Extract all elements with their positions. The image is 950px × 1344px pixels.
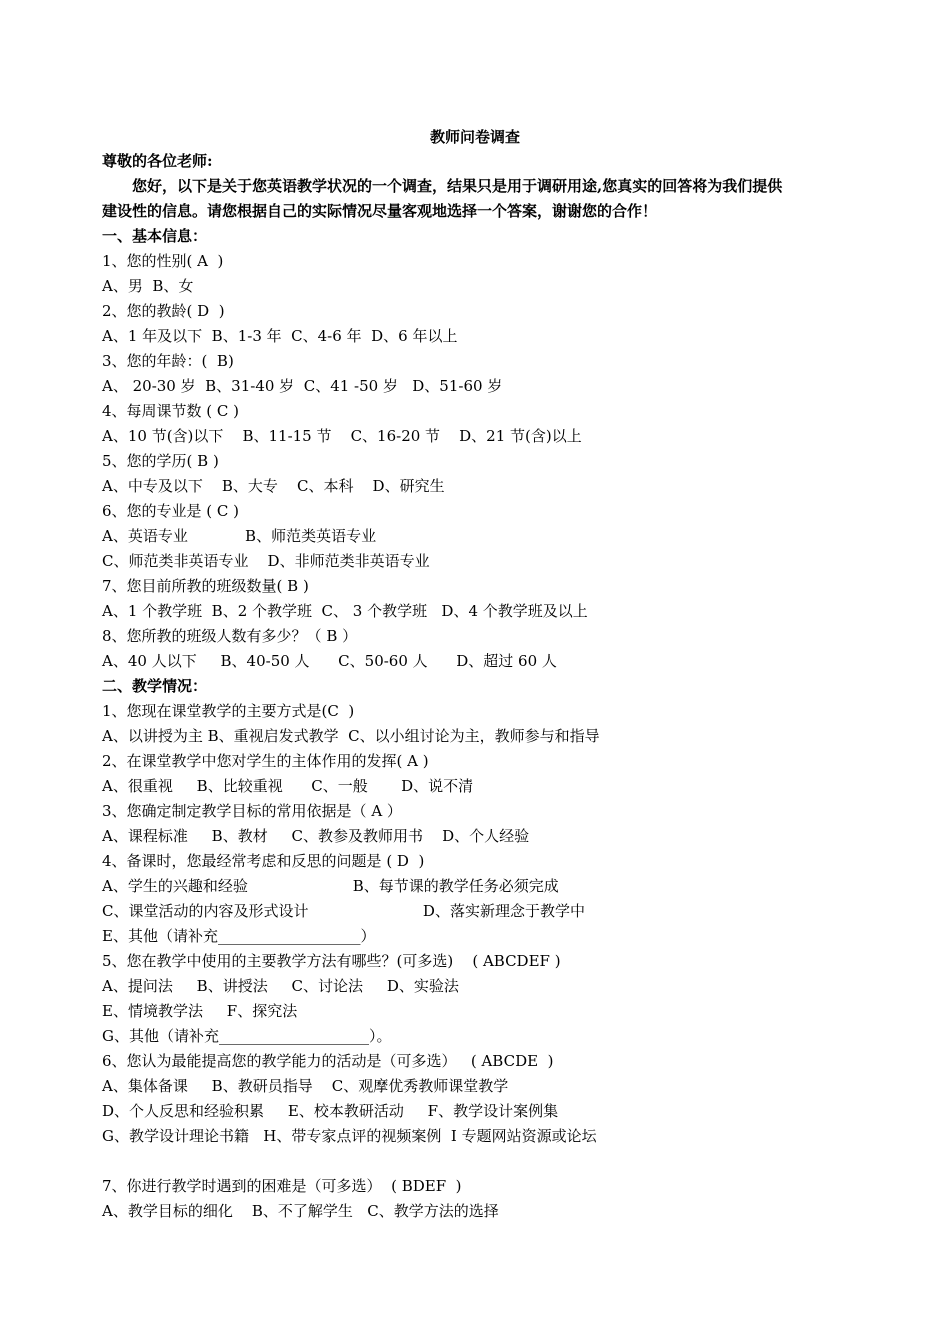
question-gender: 1、您的性别( A ): [102, 252, 224, 270]
options-lesson-prep-2: C、课堂活动的内容及形式设计 D、落实新理念于教学中: [102, 902, 585, 920]
options-age: A、 20-30 岁 B、31-40 岁 C、41 -50 岁 D、51-60 岁: [102, 377, 503, 395]
section-heading-basic-info: 一、基本信息：: [102, 227, 208, 245]
page-title: 教师问卷调查: [429, 128, 520, 146]
question-goal-basis: 3、您确定制定教学目标的常用依据是（ A ）: [102, 802, 402, 820]
question-class-count: 7、您目前所教的班级数量( B ): [102, 577, 309, 595]
question-education: 5、您的学历( B ): [102, 452, 219, 470]
question-student-role: 2、在课堂教学中您对学生的主体作用的发挥( A ): [102, 752, 429, 770]
options-class-count: A、1 个教学班 B、2 个教学班 C、 3 个教学班 D、4 个教学班及以上: [102, 602, 588, 620]
options-difficulties: A、教学目标的细化 B、不了解学生 C、教学方法的选择: [102, 1202, 499, 1220]
options-lesson-prep-1: A、学生的兴趣和经验 B、每节课的教学任务必须完成: [102, 877, 559, 895]
options-ability-activities-3: G、教学设计理论书籍 H、带专家点评的视频案例 I 专题网站资源或论坛: [102, 1127, 597, 1145]
question-lesson-prep: 4、备课时，您最经常考虑和反思的问题是 ( D ): [102, 852, 425, 870]
question-ability-activities: 6、您认为最能提高您的教学能力的活动是（可多选） ( ABCDE ): [102, 1052, 554, 1070]
intro-paragraph-line-2: 建设性的信息。请您根据自己的实际情况尽量客观地选择一个答案，谢谢您的合作！: [102, 202, 658, 220]
question-methods-used: 5、您在教学中使用的主要教学方法有哪些？(可多选) ( ABCDEF ): [102, 952, 561, 970]
options-methods-used-2: E、情境教学法 F、探究法: [102, 1002, 298, 1020]
question-difficulties: 7、你进行教学时遇到的困难是（可多选） ( BDEF ): [102, 1177, 462, 1195]
options-major-1: A、英语专业 B、师范类英语专业: [102, 527, 377, 545]
options-student-role: A、很重视 B、比较重视 C、一般 D、说不清: [102, 777, 474, 795]
question-teaching-method: 1、您现在课堂教学的主要方式是(C ): [102, 702, 355, 720]
options-teaching-method: A、以讲授为主 B、重视启发式教学 C、以小组讨论为主，教师参与和指导: [102, 727, 600, 745]
options-methods-used-1: A、提问法 B、讲授法 C、讨论法 D、实验法: [102, 977, 459, 995]
options-ability-activities-2: D、个人反思和经验积累 E、校本教研活动 F、教学设计案例集: [102, 1102, 559, 1120]
question-age: 3、您的年龄：( B): [102, 352, 234, 370]
intro-paragraph-line-1: 您好，以下是关于您英语教学状况的一个调查，结果只是用于调研用途,您真实的回答将为我们提供: [132, 177, 783, 195]
greeting: 尊敬的各位老师:: [102, 152, 213, 170]
options-education: A、中专及以下 B、大专 C、本科 D、研究生: [102, 477, 445, 495]
question-weekly-classes: 4、每周课节数 ( C ): [102, 402, 240, 420]
options-lesson-prep-other: E、其他（请补充___________________）: [102, 927, 376, 945]
options-gender: A、男 B、女: [102, 277, 194, 295]
options-class-size: A、40 人以下 B、40-50 人 C、50-60 人 D、超过 60 人: [102, 652, 557, 670]
options-major-2: C、师范类非英语专业 D、非师范类非英语专业: [102, 552, 430, 570]
blank-line: [102, 1149, 862, 1174]
section-heading-teaching: 二、教学情况：: [102, 677, 208, 695]
options-goal-basis: A、课程标准 B、教材 C、教参及教师用书 D、个人经验: [102, 827, 530, 845]
options-methods-used-other: G、其他（请补充____________________）。: [102, 1027, 392, 1045]
options-weekly-classes: A、10 节(含)以下 B、11-15 节 C、16-20 节 D、21 节(含)以上: [102, 427, 582, 445]
question-teaching-years: 2、您的教龄( D ): [102, 302, 225, 320]
question-class-size: 8、您所教的班级人数有多少？（ B ）: [102, 627, 358, 645]
document-body: [102, 149, 862, 1224]
question-major: 6、您的专业是 ( C ): [102, 502, 240, 520]
options-ability-activities-1: A、集体备课 B、教研员指导 C、观摩优秀教师课堂教学: [102, 1077, 509, 1095]
options-teaching-years: A、1 年及以下 B、1-3 年 C、4-6 年 D、6 年以上: [102, 327, 458, 345]
